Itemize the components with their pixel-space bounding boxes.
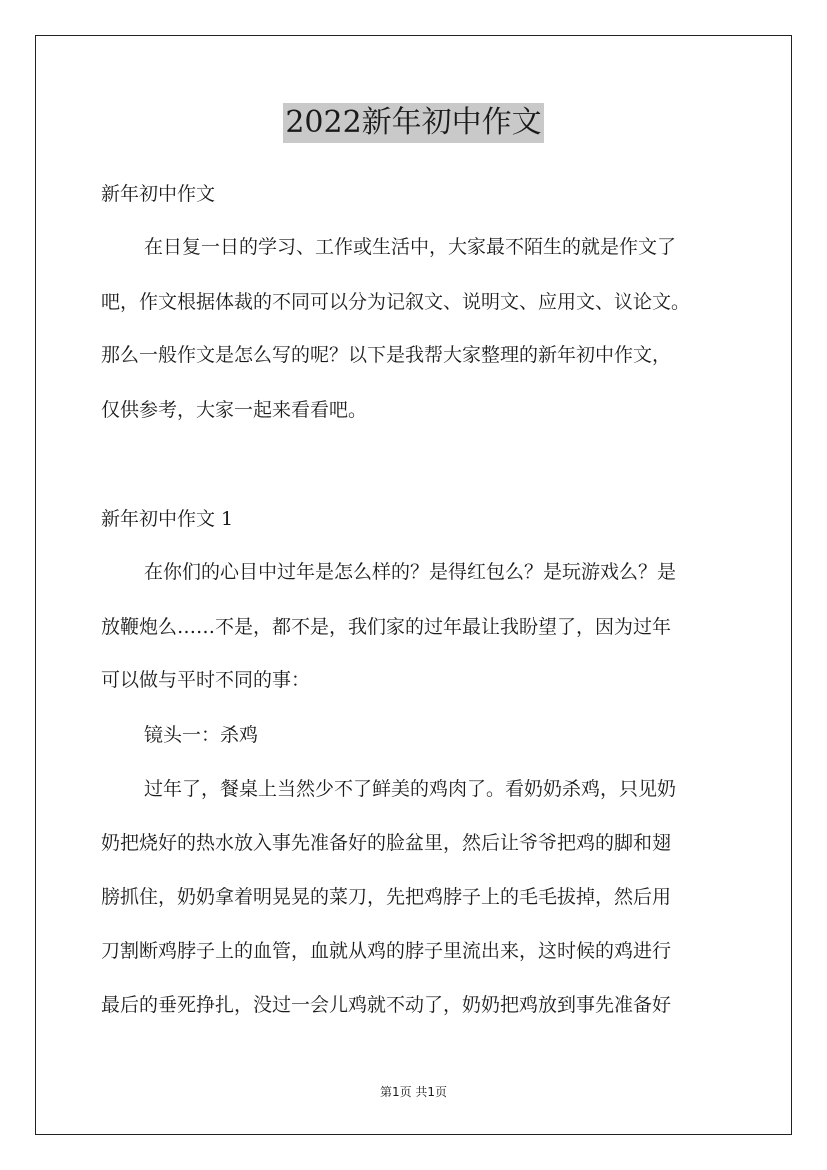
paragraph-line: 刀割断鸡脖子上的血管，血就从鸡的脖子里流出来，这时候的鸡进行: [101, 940, 672, 962]
essay-heading: 新年初中作文 1: [101, 508, 234, 530]
intro-line: 在日复一日的学习、工作或生活中，大家最不陌生的就是作文了: [144, 236, 677, 258]
paragraph-line: 过年了，餐桌上当然少不了鲜美的鸡肉了。看奶奶杀鸡，只见奶: [144, 778, 677, 800]
document-title: 2022新年初中作文: [283, 103, 543, 143]
intro-line: 那么一般作文是怎么写的呢？以下是我帮大家整理的新年初中作文，: [101, 344, 672, 366]
intro-line: 吧，作文根据体裁的不同可以分为记叙文、说明文、应用文、议论文。: [101, 291, 691, 313]
paragraph-line: 膀抓住，奶奶拿着明晃晃的菜刀，先把鸡脖子上的毛毛拔掉，然后用: [101, 886, 672, 908]
paragraph-line: 奶把烧好的热水放入事先准备好的脸盆里，然后让爷爷把鸡的脚和翅: [101, 832, 672, 854]
paragraph-line: 在你们的心目中过年是怎么样的？是得红包么？是玩游戏么？是: [144, 561, 677, 583]
title-container: [0, 103, 827, 143]
paragraph-line: 最后的垂死挣扎，没过一会儿鸡就不动了，奶奶把鸡放到事先准备好: [101, 994, 672, 1016]
intro-line: 仅供参考，大家一起来看看吧。: [101, 399, 368, 421]
paragraph-line: 可以做与平时不同的事：: [101, 669, 311, 691]
scene-label: 镜头一：杀鸡: [144, 724, 259, 746]
paragraph-line: 放鞭炮么……不是，都不是，我们家的过年最让我盼望了，因为过年: [101, 616, 672, 638]
section-heading: 新年初中作文: [101, 183, 216, 205]
page-footer: 第1页 共1页: [379, 1085, 448, 1099]
